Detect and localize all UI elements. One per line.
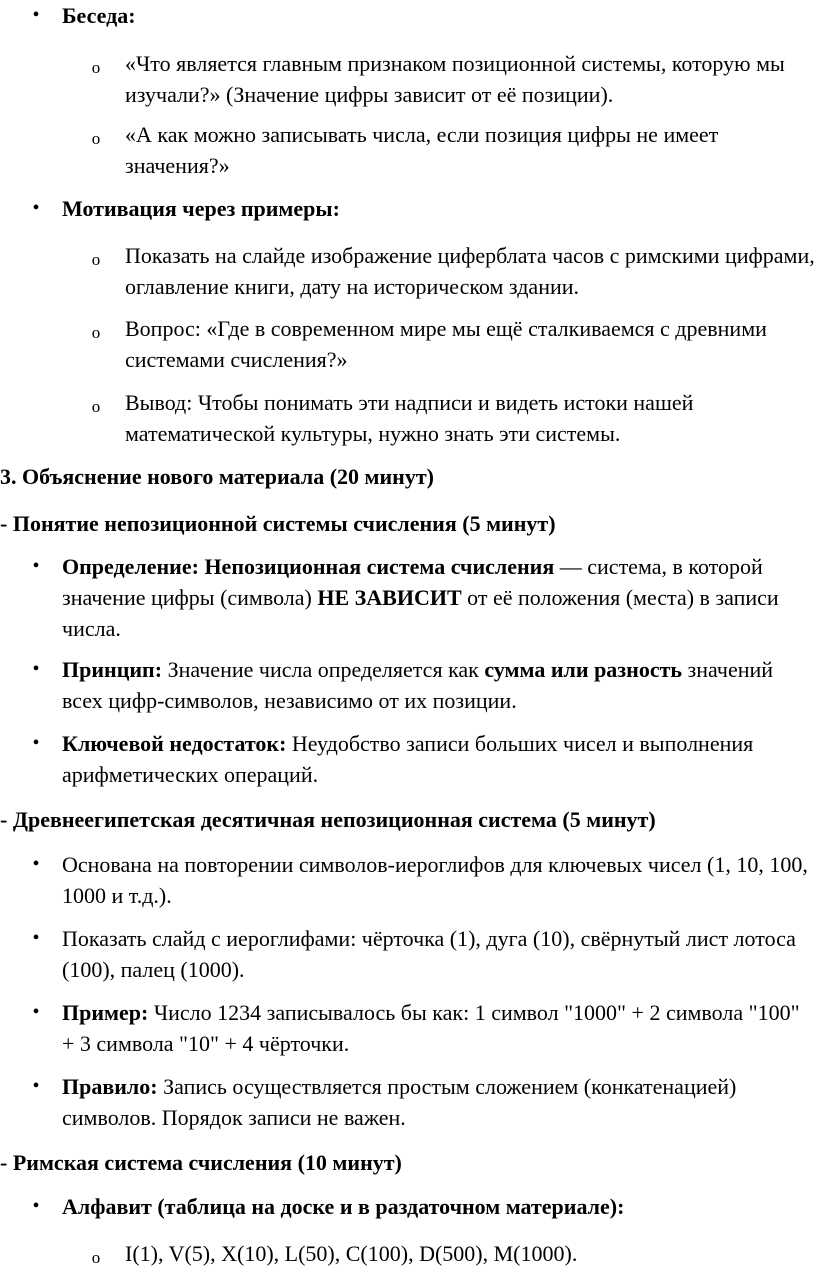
egypt-rule-text: Правило: Запись осуществляется простым сложением (конкатенацией) символов. Порядок записи не важен.: [62, 1074, 737, 1130]
section-3-title: 3. Объяснение нового материала (20 минут): [0, 464, 434, 489]
egypt-rule-label: Правило:: [62, 1074, 158, 1099]
bullet-icon: •: [32, 927, 40, 949]
bullet-icon: •: [32, 4, 40, 26]
bullet-icon: •: [32, 1195, 40, 1217]
principle-text: Принцип: Значение числа определяется как сумма или разность значений всех цифр-символов, независимо от их позиции.: [62, 657, 774, 713]
bullet-icon: •: [32, 1001, 40, 1023]
motivation-title: Мотивация через примеры:: [62, 196, 340, 221]
circle-bullet-icon: o: [91, 397, 101, 416]
beseda-question-2: «А как можно записывать числа, если позиция цифры не имеет значения?»: [125, 122, 719, 178]
egypt-heading: - Древнеегипетская десятичная непозиционная система (5 минут): [0, 807, 656, 832]
circle-bullet-icon: o: [91, 250, 101, 269]
motivation-item-3: Вывод: Чтобы понимать эти надписи и видеть истоки нашей математической культуры, нужно знать эти системы.: [125, 390, 694, 446]
circle-bullet-icon: o: [91, 129, 101, 148]
bullet-icon: •: [32, 555, 40, 577]
motivation-item-2: Вопрос: «Где в современном мире мы ещё сталкиваемся с древними системами счисления?»: [125, 316, 767, 372]
drawback-label: Ключевой недостаток:: [62, 731, 287, 756]
bullet-icon: •: [32, 197, 40, 219]
circle-bullet-icon: o: [91, 1248, 101, 1267]
drawback-text: Ключевой недостаток: Неудобство записи больших чисел и выполнения арифметических операций.: [62, 731, 754, 787]
beseda-title: Беседа:: [62, 3, 136, 28]
principle-label: Принцип:: [62, 657, 163, 682]
bullet-icon: •: [32, 853, 40, 875]
bullet-icon: •: [32, 1075, 40, 1097]
definition-text: Определение: Непозиционная система счисления — система, в которой значение цифры (символа) НЕ ЗАВИСИТ от её положения (места) в записи числа.: [62, 554, 779, 641]
motivation-item-1: Показать на слайде изображение циферблата часов с римскими цифрами, оглавление книги, дату на историческом здании.: [125, 243, 815, 299]
egypt-item-1: Основана на повторении символов-иероглифов для ключевых чисел (1, 10, 100, 1000 и т.д.).: [62, 852, 808, 908]
definition-emphasis: НЕ ЗАВИСИТ: [317, 585, 462, 610]
egypt-item-2: Показать слайд с иероглифами: чёрточка (1), дуга (10), свёрнутый лист лотоса (100), палец (1000).: [62, 926, 796, 982]
circle-bullet-icon: o: [91, 323, 101, 342]
roman-alphabet-values: I(1), V(5), X(10), L(50), C(100), D(500), M(1000).: [125, 1241, 578, 1266]
bullet-icon: •: [32, 658, 40, 680]
concept-heading: - Понятие непозиционной системы счисления (5 минут): [0, 511, 556, 536]
principle-emphasis: сумма или разность: [484, 657, 683, 682]
circle-bullet-icon: o: [91, 58, 101, 77]
egypt-example-text: Пример: Число 1234 записывалось бы как: 1 символ "1000" + 2 символа "100" + 3 символа "10" + 4 чёрточки.: [62, 1000, 800, 1056]
beseda-question-1: «Что является главным признаком позиционной системы, которую мы изучали?» (Значение цифры зависит от её позиции).: [125, 51, 785, 107]
egypt-example-label: Пример:: [62, 1000, 149, 1025]
roman-heading: - Римская система счисления (10 минут): [0, 1150, 402, 1175]
definition-label: Определение: Непозиционная система счисления: [62, 554, 555, 579]
bullet-icon: •: [32, 732, 40, 754]
roman-alphabet-label: Алфавит (таблица на доске и в раздаточном материале):: [62, 1194, 625, 1219]
